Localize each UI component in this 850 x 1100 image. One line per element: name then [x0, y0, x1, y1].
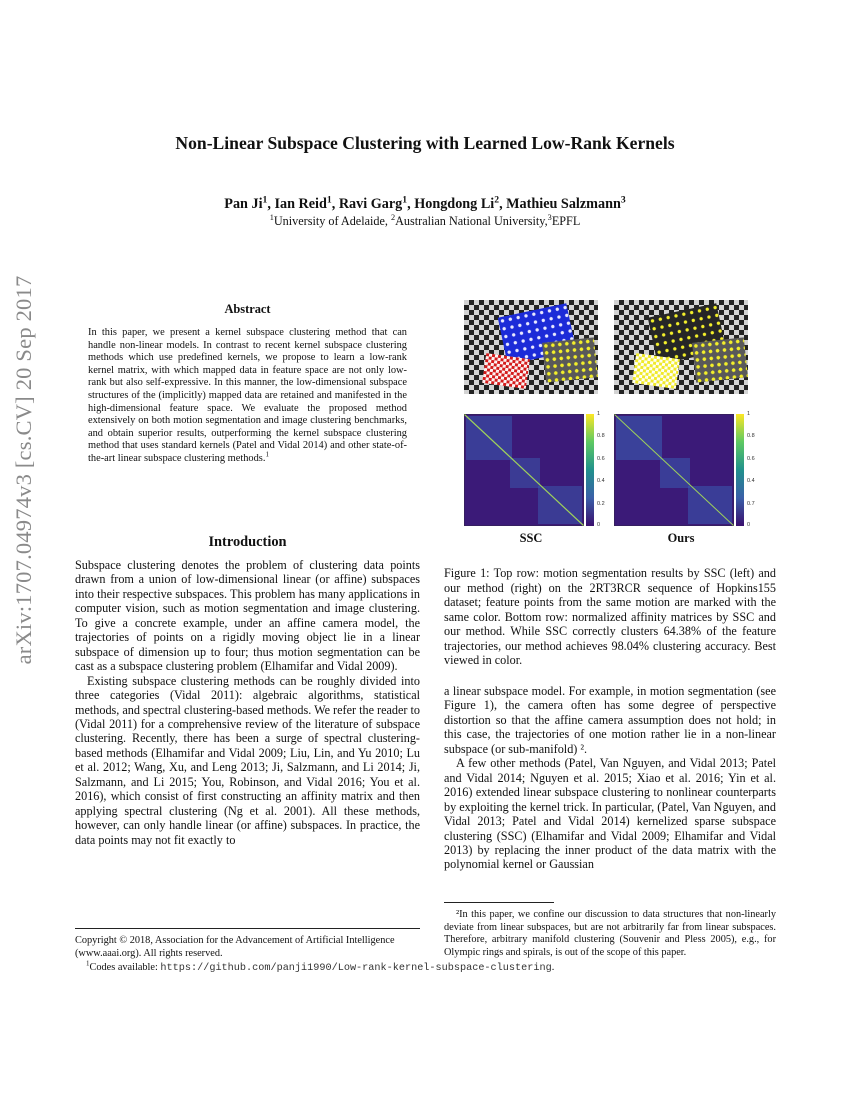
- author-affiliation-mark: 1: [326, 194, 332, 206]
- paragraph: Subspace clustering denotes the problem of clustering data points drawn from a union of low-dimensional linear (or affine) subspaces into their respective subspaces. This problem has many applications in computer vision, such as motion segmentation and image clustering. To give a concrete example, under an affine camera model, the trajectories of points on a rigidly moving object lie in a linear subspace of dimension up to four; thus motion segmentation can be cast as a subspace clustering problem (Elhamifar and Vidal 2009).: [75, 558, 420, 674]
- ssc-colorbar-ticks: 1 0.8 0.6 0.4 0.2 0: [597, 411, 605, 528]
- footnote-2: [444, 902, 776, 959]
- ssc-affinity-matrix: [464, 414, 584, 526]
- author-name: Ian Reid: [274, 196, 327, 212]
- figure-1: [444, 298, 776, 553]
- affiliation-mark: 1: [269, 212, 274, 222]
- paragraph: A few other methods (Patel, Van Nguyen, and Vidal 2013; Patel and Vidal 2014; Nguyen et al. 2015; Xiao et al. 2016; Yin et al. 2016) extended linear subspace clustering to nonlinear counterparts by exploiting the kernel trick. In particular, (Patel, Van Nguyen, and Vidal 2013; Patel and Vidal 2014) kernelized sparse subspace clustering (SSC) (Elhamifar and Vidal 2009; Elhamifar and Vidal 2013) by replacing the inner product of the data matrix with the polynomial kernel or Gaussian: [444, 756, 776, 872]
- affiliation-name: Australian National University,: [395, 214, 548, 228]
- affiliation-list: [0, 214, 850, 229]
- copyright-notice: Copyright © 2018, Association for the Advancement of Artificial Intelligence (www.aaai.org). All rights reserved.: [75, 928, 420, 960]
- code-footnote: [86, 959, 686, 974]
- figure-caption: Figure 1: Top row: motion segmentation results by SSC (left) and our method (right) on the 2RT3RCR sequence of Hopkins155 dataset; feature points from the same motion are marked with the same color. Bottom row: normalized affinity matrices by SSC and our method. While SSC correctly clusters 64.38% of the feature trajectories, our method achieves 98.04% clustering accuracy. Best viewed in color.: [444, 566, 776, 667]
- footnote-end: .: [551, 962, 555, 973]
- footnote-text: ²In this paper, we confine our discussion to data structures that non-linearly deviate from linear subspaces, but are not arbitrarily far from linear subspaces. Therefore, arbitrary manifold clustering (Souvenir and Pless 2005), e.g., for Olympic rings and spirals, is out of the scope of this paper.: [444, 909, 776, 958]
- author-list: Pan Ji$^1$, Ian Reid$^1$, Ravi Garg$^1$, Hongdong Li$^2$, Mathieu Salzmann$^3$: [224, 194, 626, 212]
- ours-colorbar: [736, 414, 744, 526]
- author-name: Hongdong Li: [414, 196, 495, 212]
- author-affiliation-mark: 1: [402, 194, 408, 206]
- author-name: Ravi Garg: [338, 196, 403, 212]
- ours-colorbar-ticks: 1 0.8 0.6 0.4 0.7 0: [747, 411, 755, 528]
- abstract-body: [88, 327, 407, 466]
- ssc-colorbar: [586, 414, 594, 526]
- author-name: Mathieu Salzmann: [506, 196, 621, 212]
- affiliation-mark: 3: [547, 212, 552, 222]
- footnote-rule: [444, 902, 554, 903]
- affiliation-name: EPFL: [551, 214, 581, 228]
- abstract-text: In this paper, we present a kernel subspace clustering method that can handle non-linear models. In contrast to recent kernel subspace clustering methods which use predefined kernels, we propose to learn a low-rank kernel matrix, with which mapped data in feature space are not only low-rank but also self-expressive. In this manner, the low-dimensional subspace structures of the (implicitly) mapped data are retained and manifested in the high-dimensional feature space. We evaluate the proposed method extensively on both motion segmentation and image clustering benchmarks, and obtain superior results, outperforming the kernel subspace clustering method that uses standard kernels (Patel and Vidal 2014) and other state-of-the-art linear subspace clustering methods.: [88, 327, 407, 464]
- affiliation-mark: 2: [390, 212, 396, 222]
- ssc-segmentation-image: [464, 300, 598, 394]
- footnote-mark: 1: [86, 959, 90, 968]
- author-name: Pan Ji: [224, 196, 263, 212]
- introduction-heading: Introduction: [208, 534, 287, 550]
- author-affiliation-mark: 3: [620, 194, 626, 206]
- code-url-link[interactable]: https://github.com/panji1990/Low-rank-kernel-subspace-clustering: [160, 963, 552, 974]
- author-affiliation-mark: 1: [262, 194, 268, 206]
- footnote-mark: 1: [265, 450, 269, 459]
- ssc-label: SSC: [519, 531, 543, 545]
- ours-label: Ours: [667, 531, 695, 545]
- footnote-label: Codes available:: [89, 962, 161, 973]
- abstract-heading: Abstract: [224, 302, 271, 316]
- paragraph: a linear subspace model. For example, in motion segmentation (see Figure 1), the camera often has some degree of perspective distortion so that the affine camera assumption does not hold; in this case, the trajectories of one motion rather lie in a non-linear subspace (or sub-manifold) ².: [444, 684, 776, 756]
- introduction-body: [75, 558, 420, 847]
- arxiv-identifier-text: arXiv:1707.04974v3 [cs.CV] 20 Sep 2017: [11, 275, 36, 665]
- paper-title: Non-Linear Subspace Clustering with Learned Low-Rank Kernels: [175, 133, 675, 153]
- ours-affinity-matrix: [614, 414, 734, 526]
- right-column-body: [444, 684, 776, 872]
- paragraph: Existing subspace clustering methods can be roughly divided into three categories (Vidal 2011): algebraic algorithms, statistical methods, and spectral clustering-based methods. We refer the reader to (Vidal 2011) for a comprehensive review of the literature of subspace clustering. Recently, there has been a surge of spectral clustering-based methods (Elhamifar and Vidal 2009; Liu, Lin, and Yu 2010; Lu et al. 2012; Wang, Xu, and Leng 2013; Ji, Salzmann, and Li 2014; Ji, Salzmann, and Li 2015; You, Robinson, and Vidal 2016; You et al. 2016), which consist of first constructing an affinity matrix and then applying spectral clustering (Ng et al. 2001). All these methods, however, can only handle linear (or affine) subspaces. In practice, the data points may not fit exactly to: [75, 673, 420, 847]
- ours-segmentation-image: [614, 300, 748, 394]
- author-affiliation-mark: 2: [494, 194, 500, 206]
- affiliation-name: University of Adelaide,: [273, 214, 391, 228]
- arxiv-identifier: [0, 0, 48, 1100]
